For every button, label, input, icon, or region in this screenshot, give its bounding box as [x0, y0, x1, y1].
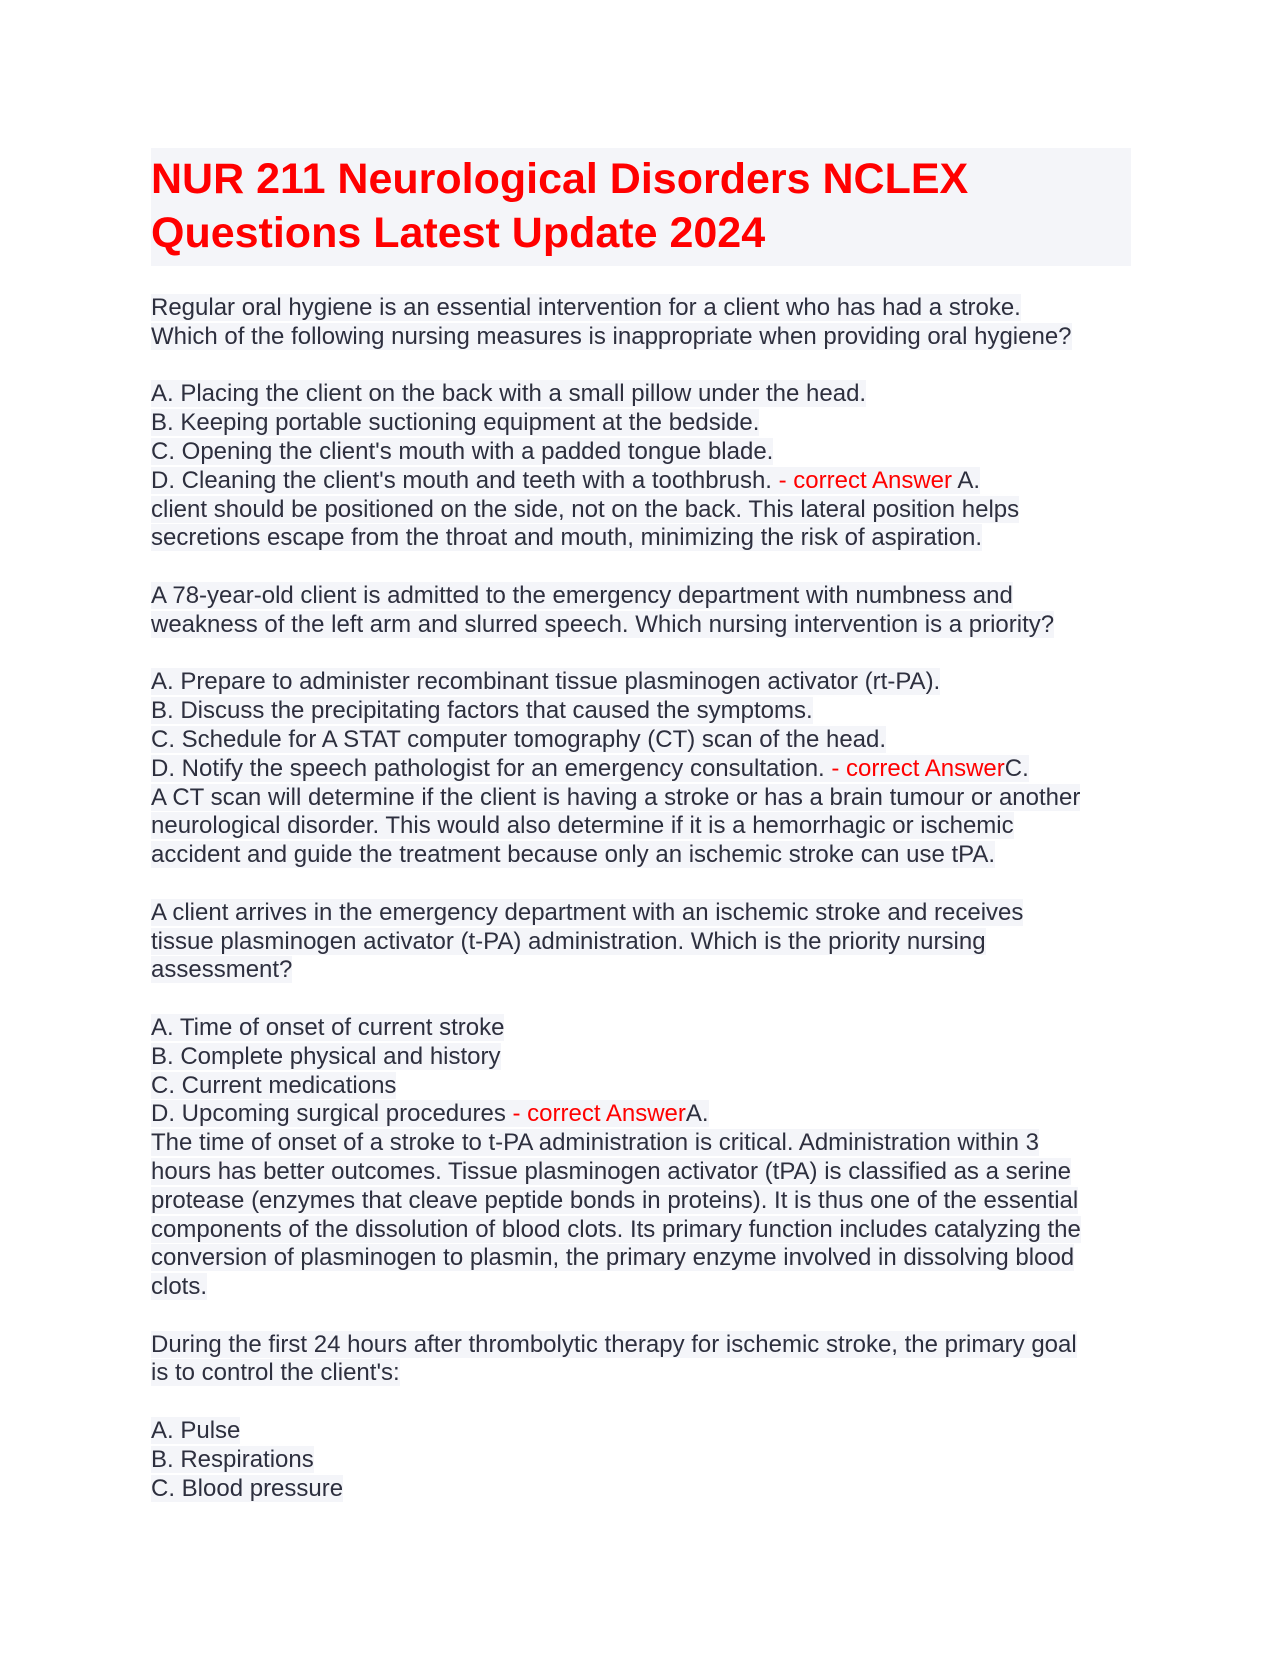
- answer-option: C. Blood pressure: [151, 1474, 344, 1502]
- rationale-line: A CT scan will determine if the client is having a stroke or has a brain tumour or another: [151, 783, 1081, 811]
- title-block: [151, 148, 1131, 266]
- correct-answer-label: - correct Answer: [512, 1100, 686, 1128]
- answer-option: C. Current medications: [151, 1071, 397, 1099]
- question-4: [151, 1331, 1131, 1504]
- rationale-line: hours has better outcomes. Tissue plasminogen activator (tPA) is classified as a serine: [151, 1157, 1071, 1185]
- answer-option: A. Prepare to administer recombinant tissue plasminogen activator (rt-PA).: [151, 668, 941, 696]
- answer-option: A. Placing the client on the back with a small pillow under the head.: [151, 380, 867, 408]
- question-stem: assessment?: [151, 956, 293, 984]
- question-stem: tissue plasminogen activator (t-PA) administration. Which is the priority nursing: [151, 927, 986, 955]
- question-stem: Regular oral hygiene is an essential intervention for a client who has had a stroke.: [151, 294, 1021, 321]
- title-line: Questions Latest Update 2024: [151, 209, 766, 257]
- question-stem: A 78-year-old client is admitted to the emergency department with numbness and: [151, 581, 1013, 609]
- question-1: [151, 294, 1131, 553]
- rationale-line: neurological disorder. This would also determine if it is a hemorrhagic or ischemic: [151, 812, 1014, 840]
- rationale-line: client should be positioned on the side, not on the back. This lateral position helps: [151, 495, 1020, 523]
- correct-answer-letter: C.: [1004, 754, 1029, 782]
- answer-option: B. Respirations: [151, 1445, 314, 1473]
- correct-answer-letter: A.: [685, 1100, 709, 1128]
- answer-option: C. Schedule for A STAT computer tomography (CT) scan of the head.: [151, 725, 887, 753]
- question-stem: During the first 24 hours after thrombolytic therapy for ischemic stroke, the primary goal: [151, 1330, 1077, 1358]
- question-2: [151, 582, 1131, 870]
- document-page: [151, 148, 1131, 1532]
- question-stem: is to control the client's:: [151, 1359, 400, 1387]
- question-stem: Which of the following nursing measures is inappropriate when providing oral hygiene?: [151, 322, 1072, 350]
- answer-option: A. Time of onset of current stroke: [151, 1013, 505, 1041]
- rationale-line: conversion of plasminogen to plasmin, the primary enzyme involved in dissolving blood: [151, 1244, 1075, 1272]
- title-line: NUR 211 Neurological Disorders NCLEX: [151, 155, 969, 203]
- rationale-line: The time of onset of a stroke to t-PA administration is critical. Administration within 3: [151, 1129, 1039, 1157]
- answer-option: B. Discuss the precipitating factors that caused the symptoms.: [151, 697, 813, 725]
- answer-option: B. Keeping portable suctioning equipment at the bedside.: [151, 409, 760, 437]
- rationale-line: clots.: [151, 1273, 208, 1301]
- rationale-line: protease (enzymes that cleave peptide bonds in proteins). It is thus one of the essential: [151, 1186, 1079, 1214]
- answer-option: D. Upcoming surgical procedures: [151, 1100, 513, 1128]
- answer-option: D. Cleaning the client's mouth and teeth with a toothbrush.: [151, 466, 779, 494]
- correct-answer-label: - correct Answer: [831, 754, 1005, 782]
- answer-option: B. Complete physical and history: [151, 1042, 501, 1070]
- question-3: [151, 899, 1131, 1302]
- rationale-line: components of the dissolution of blood clots. Its primary function includes catalyzing the: [151, 1215, 1081, 1243]
- question-stem: A client arrives in the emergency department with an ischemic stroke and receives: [151, 898, 1024, 926]
- rationale-line: accident and guide the treatment because only an ischemic stroke can use tPA.: [151, 841, 996, 869]
- answer-option: A. Pulse: [151, 1417, 241, 1445]
- correct-answer-label: - correct Answer: [778, 466, 953, 494]
- answer-option: D. Notify the speech pathologist for an emergency consultation.: [151, 754, 832, 782]
- correct-answer-letter: A.: [952, 466, 981, 494]
- rationale-line: secretions escape from the throat and mouth, minimizing the risk of aspiration.: [151, 524, 983, 552]
- answer-option: C. Opening the client's mouth with a padded tongue blade.: [151, 437, 774, 465]
- document-title: [151, 152, 1131, 260]
- question-stem: weakness of the left arm and slurred speech. Which nursing intervention is a priority?: [151, 610, 1055, 638]
